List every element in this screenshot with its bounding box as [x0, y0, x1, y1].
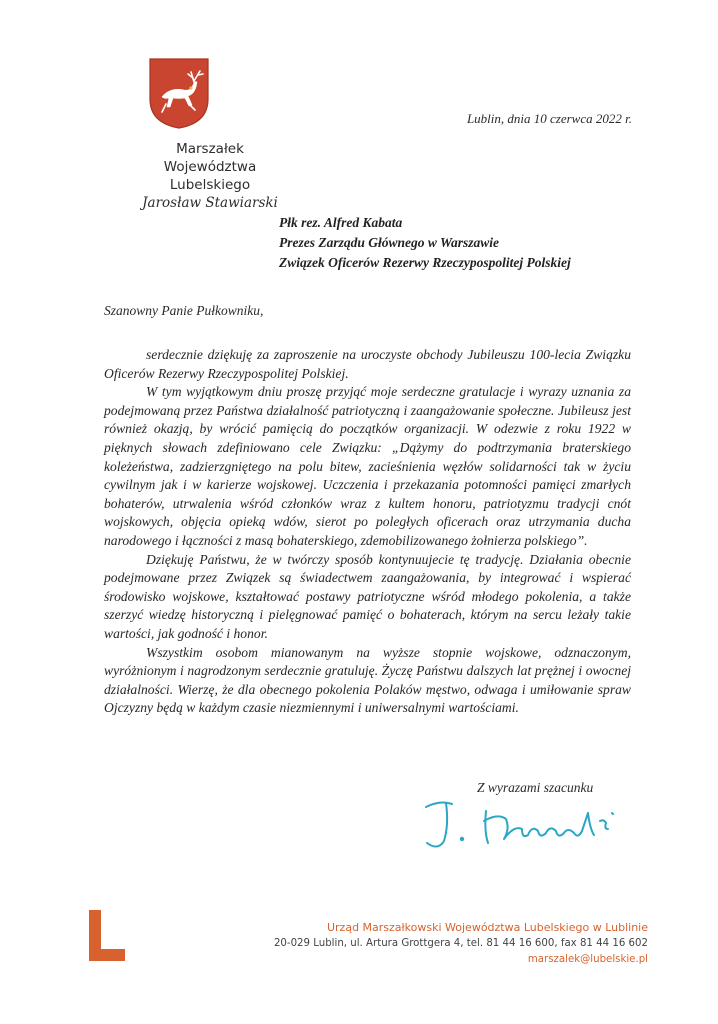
addressee-position: Prezes Zarządu Głównego w Warszawie	[279, 235, 500, 250]
sender-name: Jarosław Stawiarski	[142, 195, 278, 211]
letter-body	[104, 346, 631, 718]
addressee-block	[279, 213, 571, 273]
addressee-organization: Związek Oficerów Rezerwy Rzeczypospolitej Polskiej	[279, 255, 571, 270]
l-logo-icon	[87, 908, 127, 963]
footer-email: marszalek@lubelskie.pl	[527, 954, 648, 965]
paragraph: Wszystkim osobom mianowanym na wyższe stopnie wojskowe, odznaczonym, wyróżnionym i nagrodzonym serdecznie gratuluję. Życzę Państwu dalszych lat prężnej i owocnej działalności. Wierzę, że dla obecnego pokolenia Polaków męstwo, odwaga i umiłowanie spraw Ojczyzny będą w każdym czasie niezmiennymi i uniwersalnymi wartościami.	[104, 644, 631, 716]
salutation: Szanowny Panie Pułkowniku,	[104, 303, 264, 318]
closing: Z wyrazami szacunku	[477, 780, 594, 795]
paragraph: W tym wyjątkowym dniu proszę przyjąć moje serdeczne gratulacje i wyrazy uznania za podejmowaną przez Państwa działalność patriotyczną i zaangażowanie społeczne. Jubileusz jest również okazją, by wrócić pamięcią do początków organizacji. W odezwie z roku 1922 w pięknych słowach zdefiniowano cele Związku: „Dążymy do podtrzymania braterskiego koleżeństwa, zadzierzgniętego na polu bitew, zacieśnienia węzłów solidarności tak w życiu cywilnym jak i w karierze wojskowej. Uczczenia i przekazania potomności pamięci zmarłych bohaterów, utrwalenia wśród członków wraz z kultem honoru, patriotyzmu tradycji cnót wojskowych, objęcia opieką wdów, sierot po poległych oficerach oraz utrzymania ducha narodowego i łączności z masą bohaterskiego, zdemobilizowanego żołnierza polskiego”.	[104, 384, 631, 548]
sender-title: Marszałek	[176, 141, 244, 157]
paragraph: Dziękuję Państwu, że w twórczy sposób kontynuujecie tę tradycję. Działania obecnie podejmowane przez Związek są świadectwem zaangażowania, by integrować i wspierać środowisko wojskowe, kształtować postawy patriotyczne wśród młodego pokolenia, a także szerzyć wiedzę historyczną i pielęgnować pamięć o bohaterach, którym na sercu leżały takie wartości, jak godność i honor.	[104, 551, 631, 641]
coat-of-arms-icon	[148, 57, 210, 130]
place-date: Lublin, dnia 10 czerwca 2022 r.	[466, 111, 632, 126]
footer-office-name: Urząd Marszałkowski Województwa Lubelskiego w Lublinie	[326, 921, 648, 934]
handwritten-signature	[418, 795, 628, 855]
footer	[274, 920, 648, 968]
paragraph: serdecznie dziękuję za zaproszenie na uroczyste obchody Jubileuszu 100-lecia Związku Oficerów Rezerwy Rzeczypospolitej Polskiej.	[104, 347, 631, 381]
sender-block	[140, 140, 280, 212]
addressee-name: Płk rez. Alfred Kabata	[279, 215, 403, 230]
footer-address: 20-029 Lublin, ul. Artura Grottgera 4, tel. 81 44 16 600, fax 81 44 16 602	[273, 938, 648, 949]
sender-office: Województwa Lubelskiego	[163, 159, 257, 193]
